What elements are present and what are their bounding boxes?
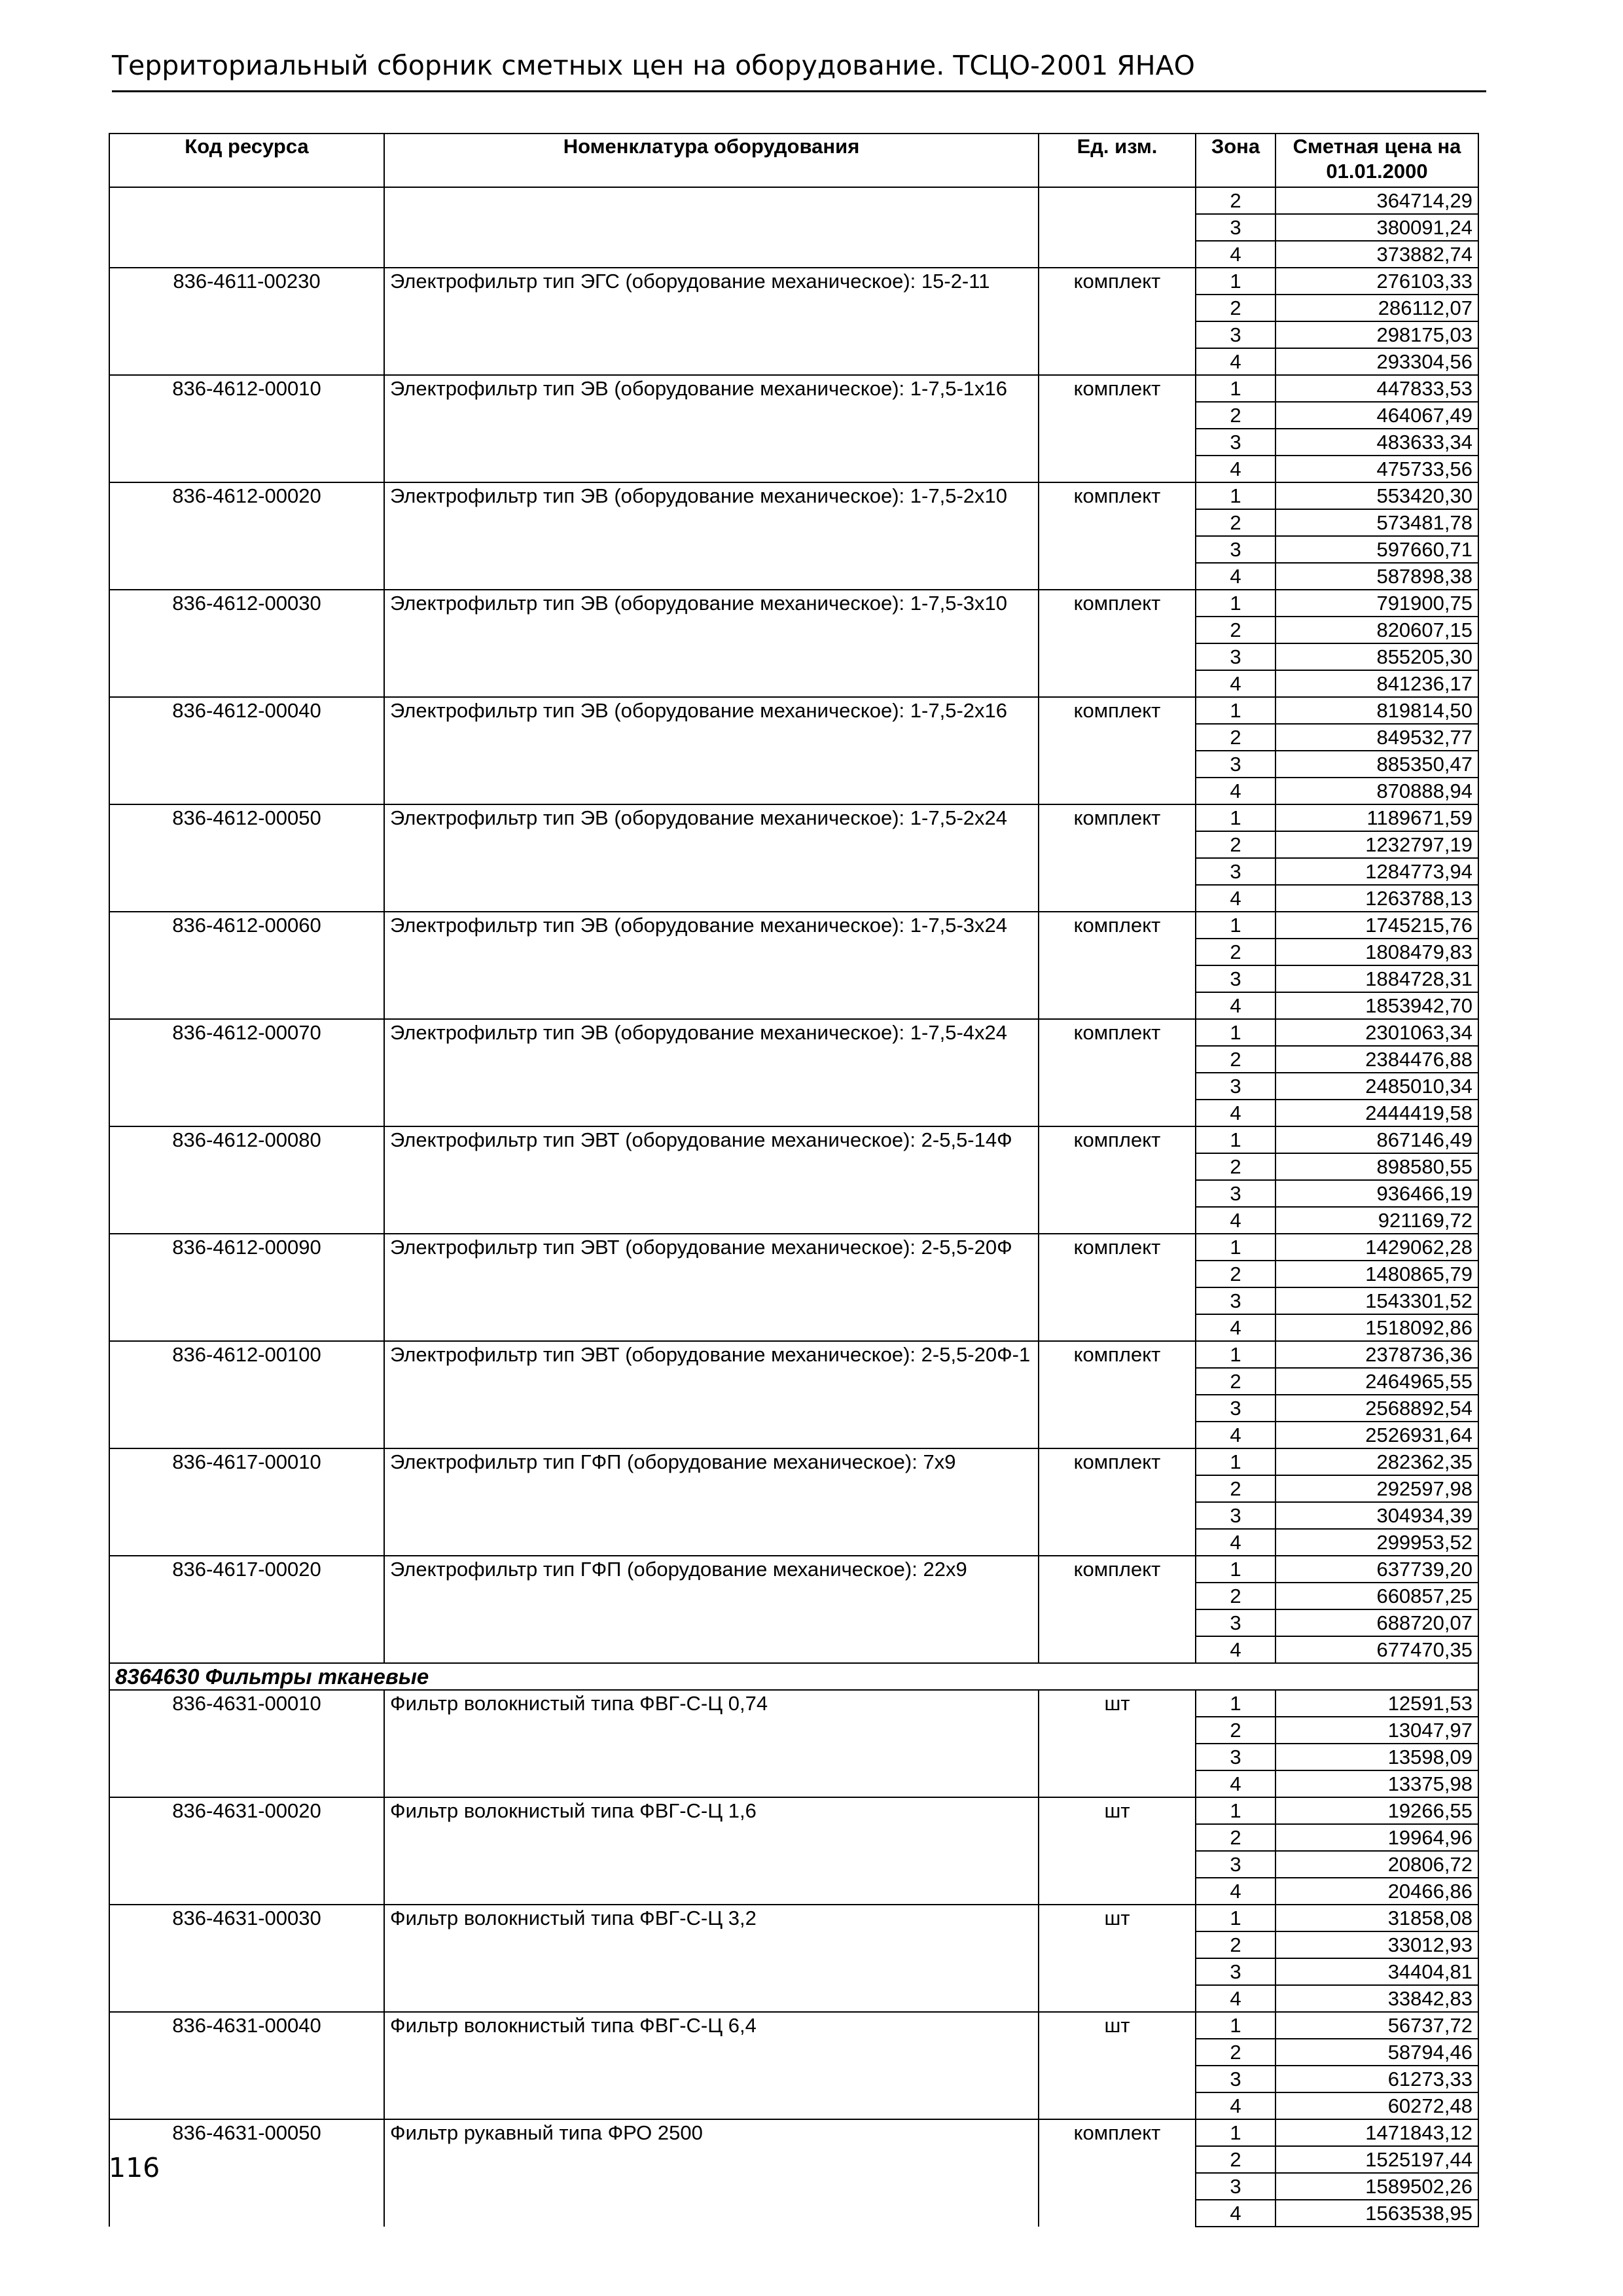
zone-cell: 2 [1196,1717,1275,1744]
table-row [109,590,1478,617]
zone-cell: 3 [1196,858,1275,885]
zone-cell: 3 [1196,536,1275,563]
zone-cell: 4 [1196,456,1275,482]
table-row [109,268,1478,295]
table-row [109,482,1478,509]
header-rule [112,90,1486,92]
zone-cell: 2 [1196,1824,1275,1851]
column-header-unit: Ед. изм. [1039,134,1196,187]
zone-cell: 2 [1196,295,1275,321]
price-cell: 688720,07 [1275,1609,1478,1636]
price-cell: 1429062,28 [1275,1234,1478,1261]
price-cell: 1480865,79 [1275,1261,1478,1287]
zone-cell: 4 [1196,992,1275,1019]
price-cell: 33842,83 [1275,1985,1478,2012]
zone-cell: 3 [1196,1073,1275,1100]
zone-cell: 2 [1196,1475,1275,1502]
price-cell: 447833,53 [1275,375,1478,402]
price-cell: 1471843,12 [1275,2119,1478,2146]
price-cell: 293304,56 [1275,348,1478,375]
table-row [109,375,1478,402]
table-row [109,1448,1478,1475]
price-cell: 573481,78 [1275,509,1478,536]
resource-code-cell: 836-4631-00050 [109,2119,384,2227]
price-cell: 31858,08 [1275,1905,1478,1931]
zone-cell: 4 [1196,1100,1275,1126]
price-cell: 1263788,13 [1275,885,1478,912]
zone-cell: 4 [1196,2092,1275,2119]
price-cell: 380091,24 [1275,214,1478,241]
zone-cell: 1 [1196,697,1275,724]
price-cell: 1884728,31 [1275,965,1478,992]
price-cell: 2444419,58 [1275,1100,1478,1126]
zone-cell: 4 [1196,563,1275,590]
table-row [109,2119,1478,2146]
equipment-name-cell: Фильтр рукавный типа ФРО 2500 [384,2119,1039,2227]
price-cell: 19266,55 [1275,1797,1478,1824]
equipment-name-cell [384,187,1039,268]
zone-cell: 4 [1196,1422,1275,1448]
resource-code-cell: 836-4612-00100 [109,1341,384,1448]
zone-cell: 3 [1196,321,1275,348]
zone-cell: 3 [1196,1958,1275,1985]
zone-cell: 4 [1196,1770,1275,1797]
zone-cell: 1 [1196,1690,1275,1717]
unit-cell: комплект [1039,1341,1196,1448]
resource-code-cell: 836-4612-00070 [109,1019,384,1126]
zone-cell: 1 [1196,2012,1275,2039]
price-cell: 20806,72 [1275,1851,1478,1878]
zone-cell: 3 [1196,429,1275,456]
resource-code-cell: 836-4612-00030 [109,590,384,697]
column-header-code: Код ресурса [109,134,384,187]
zone-cell: 2 [1196,724,1275,751]
price-cell: 553420,30 [1275,482,1478,509]
resource-code-cell: 836-4631-00020 [109,1797,384,1905]
resource-code-cell: 836-4631-00040 [109,2012,384,2119]
zone-cell: 2 [1196,617,1275,643]
resource-code-cell: 836-4612-00010 [109,375,384,482]
equipment-name-cell: Электрофильтр тип ЭВТ (оборудование механическое): 2-5,5-20Ф [384,1234,1039,1341]
price-cell: 2378736,36 [1275,1341,1478,1368]
table-row [109,912,1478,939]
zone-cell: 3 [1196,1744,1275,1770]
price-cell: 282362,35 [1275,1448,1478,1475]
zone-cell: 2 [1196,402,1275,429]
zone-cell: 3 [1196,643,1275,670]
price-cell: 936466,19 [1275,1180,1478,1207]
unit-cell: комплект [1039,482,1196,590]
price-cell: 2384476,88 [1275,1046,1478,1073]
resource-code-cell: 836-4612-00040 [109,697,384,804]
zone-cell: 3 [1196,1287,1275,1314]
resource-code-cell: 836-4612-00060 [109,912,384,1019]
zone-cell: 3 [1196,2066,1275,2092]
equipment-name-cell: Электрофильтр тип ЭВТ (оборудование механическое): 2-5,5-14Ф [384,1126,1039,1234]
zone-cell: 3 [1196,751,1275,778]
price-cell: 56737,72 [1275,2012,1478,2039]
unit-cell: комплект [1039,375,1196,482]
zone-cell: 4 [1196,778,1275,804]
price-cell: 483633,34 [1275,429,1478,456]
price-cell: 1525197,44 [1275,2146,1478,2173]
unit-cell: комплект [1039,2119,1196,2227]
resource-code-cell: 836-4612-00020 [109,482,384,590]
unit-cell: комплект [1039,697,1196,804]
price-cell: 1189671,59 [1275,804,1478,831]
zone-cell: 2 [1196,1931,1275,1958]
price-cell: 475733,56 [1275,456,1478,482]
unit-cell: шт [1039,1905,1196,2012]
price-cell: 1518092,86 [1275,1314,1478,1341]
price-cell: 373882,74 [1275,241,1478,268]
equipment-name-cell: Фильтр волокнистый типа ФВГ-С-Ц 0,74 [384,1690,1039,1797]
resource-code-cell: 836-4617-00020 [109,1556,384,1663]
zone-cell: 1 [1196,590,1275,617]
table-row [109,1019,1478,1046]
equipment-name-cell: Фильтр волокнистый типа ФВГ-С-Ц 3,2 [384,1905,1039,2012]
resource-code-cell: 836-4611-00230 [109,268,384,375]
price-cell: 299953,52 [1275,1529,1478,1556]
zone-cell: 1 [1196,1556,1275,1583]
equipment-name-cell: Электрофильтр тип ЭВ (оборудование механическое): 1-7,5-2x16 [384,697,1039,804]
table-row [109,187,1478,214]
price-cell: 1589502,26 [1275,2173,1478,2200]
price-table [109,133,1479,2227]
zone-cell: 4 [1196,1636,1275,1663]
equipment-name-cell: Электрофильтр тип ГФП (оборудование механическое): 7x9 [384,1448,1039,1556]
column-header-price: Сметная цена на 01.01.2000 [1275,134,1478,187]
price-cell: 870888,94 [1275,778,1478,804]
zone-cell: 2 [1196,1261,1275,1287]
unit-cell: комплект [1039,268,1196,375]
price-cell: 276103,33 [1275,268,1478,295]
table-row [109,1905,1478,1931]
price-cell: 1853942,70 [1275,992,1478,1019]
price-cell: 286112,07 [1275,295,1478,321]
zone-cell: 3 [1196,214,1275,241]
resource-code-cell: 836-4612-00080 [109,1126,384,1234]
document-header: Территориальный сборник сметных цен на оборудование. ТСЦО-2001 ЯНАО [112,50,1195,81]
zone-cell: 3 [1196,1502,1275,1529]
zone-cell: 4 [1196,1878,1275,1905]
price-cell: 20466,86 [1275,1878,1478,1905]
unit-cell [1039,187,1196,268]
price-cell: 921169,72 [1275,1207,1478,1234]
zone-cell: 1 [1196,268,1275,295]
price-cell: 791900,75 [1275,590,1478,617]
unit-cell: комплект [1039,1448,1196,1556]
zone-cell: 4 [1196,348,1275,375]
zone-cell: 4 [1196,1985,1275,2012]
resource-code-cell: 836-4612-00090 [109,1234,384,1341]
equipment-name-cell: Электрофильтр тип ЭВ (оборудование механическое): 1-7,5-2x24 [384,804,1039,912]
price-cell: 304934,39 [1275,1502,1478,1529]
price-cell: 885350,47 [1275,751,1478,778]
table-row [109,1797,1478,1824]
price-cell: 898580,55 [1275,1153,1478,1180]
zone-cell: 3 [1196,965,1275,992]
unit-cell: комплект [1039,1234,1196,1341]
unit-cell: комплект [1039,1126,1196,1234]
zone-cell: 1 [1196,912,1275,939]
zone-cell: 2 [1196,1046,1275,1073]
price-cell: 33012,93 [1275,1931,1478,1958]
zone-cell: 1 [1196,1797,1275,1824]
price-cell: 1543301,52 [1275,1287,1478,1314]
equipment-name-cell: Электрофильтр тип ГФП (оборудование механическое): 22x9 [384,1556,1039,1663]
price-cell: 2301063,34 [1275,1019,1478,1046]
zone-cell: 3 [1196,1180,1275,1207]
zone-cell: 3 [1196,1851,1275,1878]
unit-cell: шт [1039,2012,1196,2119]
zone-cell: 1 [1196,1234,1275,1261]
price-cell: 13375,98 [1275,1770,1478,1797]
zone-cell: 2 [1196,2146,1275,2173]
price-cell: 61273,33 [1275,2066,1478,2092]
price-cell: 2464965,55 [1275,1368,1478,1395]
zone-cell: 1 [1196,2119,1275,2146]
table-row [109,1690,1478,1717]
zone-cell: 2 [1196,1368,1275,1395]
column-header-zone: Зона [1196,134,1275,187]
price-cell: 819814,50 [1275,697,1478,724]
price-cell: 867146,49 [1275,1126,1478,1153]
price-cell: 637739,20 [1275,1556,1478,1583]
table-header-row [109,134,1478,187]
zone-cell: 4 [1196,1529,1275,1556]
zone-cell: 2 [1196,187,1275,214]
zone-cell: 4 [1196,2200,1275,2227]
zone-cell: 2 [1196,939,1275,965]
unit-cell: шт [1039,1690,1196,1797]
equipment-name-cell: Электрофильтр тип ЭВ (оборудование механическое): 1-7,5-3x24 [384,912,1039,1019]
resource-code-cell: 836-4612-00050 [109,804,384,912]
zone-cell: 2 [1196,509,1275,536]
zone-cell: 2 [1196,1583,1275,1609]
price-cell: 849532,77 [1275,724,1478,751]
price-cell: 660857,25 [1275,1583,1478,1609]
zone-cell: 1 [1196,375,1275,402]
price-cell: 1284773,94 [1275,858,1478,885]
price-cell: 1563538,95 [1275,2200,1478,2227]
price-cell: 58794,46 [1275,2039,1478,2066]
zone-cell: 1 [1196,1019,1275,1046]
price-cell: 13598,09 [1275,1744,1478,1770]
price-cell: 464067,49 [1275,402,1478,429]
table-row [109,1556,1478,1583]
price-cell: 855205,30 [1275,643,1478,670]
zone-cell: 4 [1196,1314,1275,1341]
section-title: 8364630 Фильтры тканевые [109,1663,1478,1690]
zone-cell: 1 [1196,482,1275,509]
resource-code-cell: 836-4631-00010 [109,1690,384,1797]
price-cell: 364714,29 [1275,187,1478,214]
zone-cell: 1 [1196,1341,1275,1368]
table-body-electrofilters [109,187,1478,1663]
price-cell: 677470,35 [1275,1636,1478,1663]
price-cell: 1745215,76 [1275,912,1478,939]
table-row [109,804,1478,831]
price-cell: 597660,71 [1275,536,1478,563]
table-section [109,1663,1478,1690]
unit-cell: комплект [1039,590,1196,697]
equipment-name-cell: Электрофильтр тип ЭВТ (оборудование механическое): 2-5,5-20Ф-1 [384,1341,1039,1448]
price-cell: 19964,96 [1275,1824,1478,1851]
table-row [109,1126,1478,1153]
zone-cell: 1 [1196,1126,1275,1153]
zone-cell: 2 [1196,2039,1275,2066]
equipment-name-cell: Фильтр волокнистый типа ФВГ-С-Ц 1,6 [384,1797,1039,1905]
price-cell: 2568892,54 [1275,1395,1478,1422]
equipment-name-cell: Электрофильтр тип ЭГС (оборудование механическое): 15-2-11 [384,268,1039,375]
equipment-name-cell: Электрофильтр тип ЭВ (оборудование механическое): 1-7,5-3x10 [384,590,1039,697]
table-row [109,1234,1478,1261]
unit-cell: шт [1039,1797,1196,1905]
price-cell: 2485010,34 [1275,1073,1478,1100]
unit-cell: комплект [1039,912,1196,1019]
zone-cell: 1 [1196,1448,1275,1475]
price-cell: 1808479,83 [1275,939,1478,965]
zone-cell: 4 [1196,670,1275,697]
price-cell: 820607,15 [1275,617,1478,643]
resource-code-cell: 836-4631-00030 [109,1905,384,2012]
unit-cell: комплект [1039,1556,1196,1663]
unit-cell: комплект [1039,804,1196,912]
price-cell: 292597,98 [1275,1475,1478,1502]
zone-cell: 1 [1196,1905,1275,1931]
price-cell: 60272,48 [1275,2092,1478,2119]
price-cell: 2526931,64 [1275,1422,1478,1448]
zone-cell: 2 [1196,1153,1275,1180]
zone-cell: 4 [1196,1207,1275,1234]
unit-cell: комплект [1039,1019,1196,1126]
table-row [109,1341,1478,1368]
price-cell: 13047,97 [1275,1717,1478,1744]
zone-cell: 4 [1196,885,1275,912]
table-body-fabric-filters [109,1690,1478,2227]
section-row [109,1663,1478,1690]
column-header-name: Номенклатура оборудования [384,134,1039,187]
page-number: 116 [109,2152,160,2183]
table-row [109,2012,1478,2039]
table-row [109,697,1478,724]
price-cell: 587898,38 [1275,563,1478,590]
zone-cell: 3 [1196,2173,1275,2200]
zone-cell: 3 [1196,1395,1275,1422]
equipment-name-cell: Электрофильтр тип ЭВ (оборудование механическое): 1-7,5-1x16 [384,375,1039,482]
resource-code-cell [109,187,384,268]
zone-cell: 4 [1196,241,1275,268]
zone-cell: 2 [1196,831,1275,858]
price-cell: 298175,03 [1275,321,1478,348]
equipment-name-cell: Электрофильтр тип ЭВ (оборудование механическое): 1-7,5-4x24 [384,1019,1039,1126]
equipment-name-cell: Фильтр волокнистый типа ФВГ-С-Ц 6,4 [384,2012,1039,2119]
zone-cell: 1 [1196,804,1275,831]
price-cell: 34404,81 [1275,1958,1478,1985]
resource-code-cell: 836-4617-00010 [109,1448,384,1556]
zone-cell: 3 [1196,1609,1275,1636]
price-cell: 1232797,19 [1275,831,1478,858]
equipment-name-cell: Электрофильтр тип ЭВ (оборудование механическое): 1-7,5-2x10 [384,482,1039,590]
price-cell: 841236,17 [1275,670,1478,697]
price-cell: 12591,53 [1275,1690,1478,1717]
